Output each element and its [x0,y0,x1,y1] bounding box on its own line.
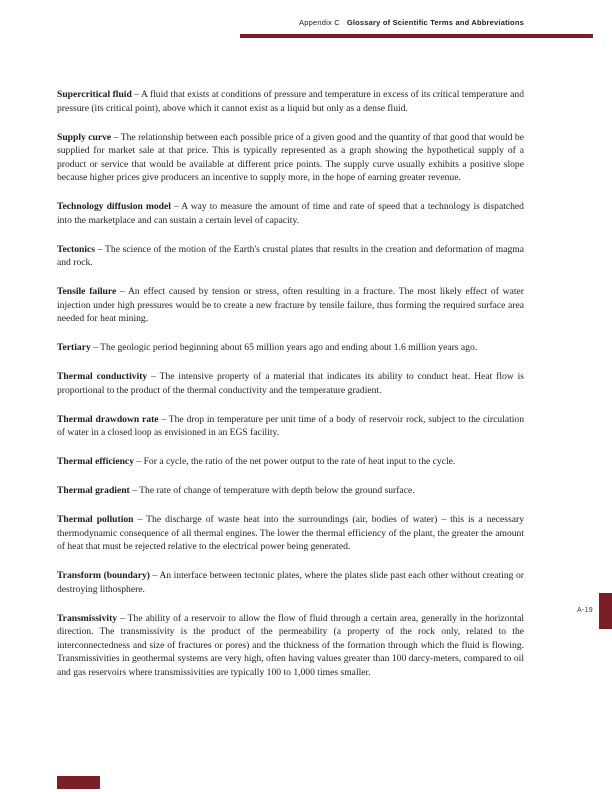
footer-marker [57,776,100,789]
glossary-definition: – The drop in temperature per unit time of a body of reservoir rock, subject to the circulation of water in a closed loop as envisioned in an EGS facility. [57,413,524,438]
glossary-definition: – The geologic period beginning about 65 million years ago and ending about 1.6 million years ago. [90,342,478,353]
glossary-term: Transform (boundary) [57,570,150,581]
glossary-definition: – The ability of a reservoir to allow the flow of fluid through a certain area, generally in the horizontal direction. The transmissivity is the product of the permeability (a property of the rock only, related to the interconnectedness and size of fractures or pores) and the thickness of the formation through which the fluid is flowing. Transmissivities in geothermal systems are very high, often having values greater than 100 darcy-meters, compared to oil and gas reservoirs where transmissivities are typically 100 to 1,000 times smaller. [57,612,524,678]
glossary-entry [57,341,524,355]
page-tab-marker [599,593,612,629]
glossary-entry [57,612,524,680]
glossary-entry [57,88,524,115]
glossary-definition: – The intensive property of a material that indicates its ability to conduct heat. Heat flow is proportional to the product of the thermal conductivity and the temperature gradient. [57,371,524,396]
glossary-definition: – An effect caused by tension or stress, often resulting in a fracture. The most likely effect of water injection under high pressures would be to create a new fracture by tensile failure, thus forming the required surface area needed for heat mining. [57,286,524,324]
glossary-entry [57,200,524,227]
glossary-entry [57,569,524,596]
glossary-term: Technology diffusion model [57,201,171,212]
page-number: A-19 [577,607,593,614]
glossary-entry [57,455,524,469]
glossary-entry [57,413,524,440]
glossary-definition: – A fluid that exists at conditions of pressure and temperature in excess of its critical temperature and pressure (its critical point), above which it cannot exist as a liquid but only as a dense fluid. [57,89,525,114]
glossary-entry [57,513,524,554]
glossary-term: Tectonics [57,243,96,255]
glossary-term: Tertiary [57,342,91,353]
glossary-term: Thermal drawdown rate [57,413,159,425]
glossary-term: Thermal conductivity [57,371,148,382]
glossary-definition: – The rate of change of temperature with depth below the ground surface. [129,485,415,496]
glossary-term: Thermal efficiency [57,456,134,467]
glossary-term: Thermal pollution [57,514,134,525]
glossary-entry [57,370,524,397]
glossary-entry [57,131,524,185]
glossary-definition: – The discharge of waste heat into the surroundings (air, bodies of water) – this is a necessary thermodynamic consequence of all thermal engines. The lower the thermal efficiency of the plant, the greater the amount of heat that must be rejected relative to the electrical power being generated. [57,514,524,552]
header-title: Glossary of Scientific Terms and Abbreviations [346,18,524,27]
glossary-term: Supply curve [57,131,112,143]
glossary-definition: – A way to measure the amount of time and rate of speed that a technology is dispatched into the marketplace and can sustain a certain level of capacity. [57,201,524,226]
glossary-term: Transmissivity [57,612,118,624]
glossary-definition: – For a cycle, the ratio of the net power output to the rate of heat input to the cycle. [134,456,456,467]
glossary-definition: – An interface between tectonic plates, where the plates slide past each other without creating or destroying lithosphere. [57,570,524,595]
glossary-entries [57,88,524,695]
glossary-entry [57,243,524,270]
glossary-entry [57,484,524,498]
header-rule [240,34,593,38]
glossary-term: Tensile failure [57,286,117,297]
page-header [0,18,524,27]
header-appendix-label: Appendix C [299,18,340,27]
glossary-term: Supercritical fluid [57,89,132,100]
glossary-definition: – The relationship between each possible price of a given good and the quantity of that good that would be supplied for market sale at that price. This is typically represented as a graph showing the hypothetical supply of a product or service that would be available at different price points. The supply curve usually exhibits a positive slope because higher prices give producers an incentive to supply more, in the hope of earning greater revenue. [57,131,524,183]
glossary-term: Thermal gradient [57,485,130,496]
glossary-definition: – The science of the motion of the Earth's crustal plates that results in the creation and deformation of magma and rock. [57,243,524,268]
glossary-entry [57,285,524,326]
